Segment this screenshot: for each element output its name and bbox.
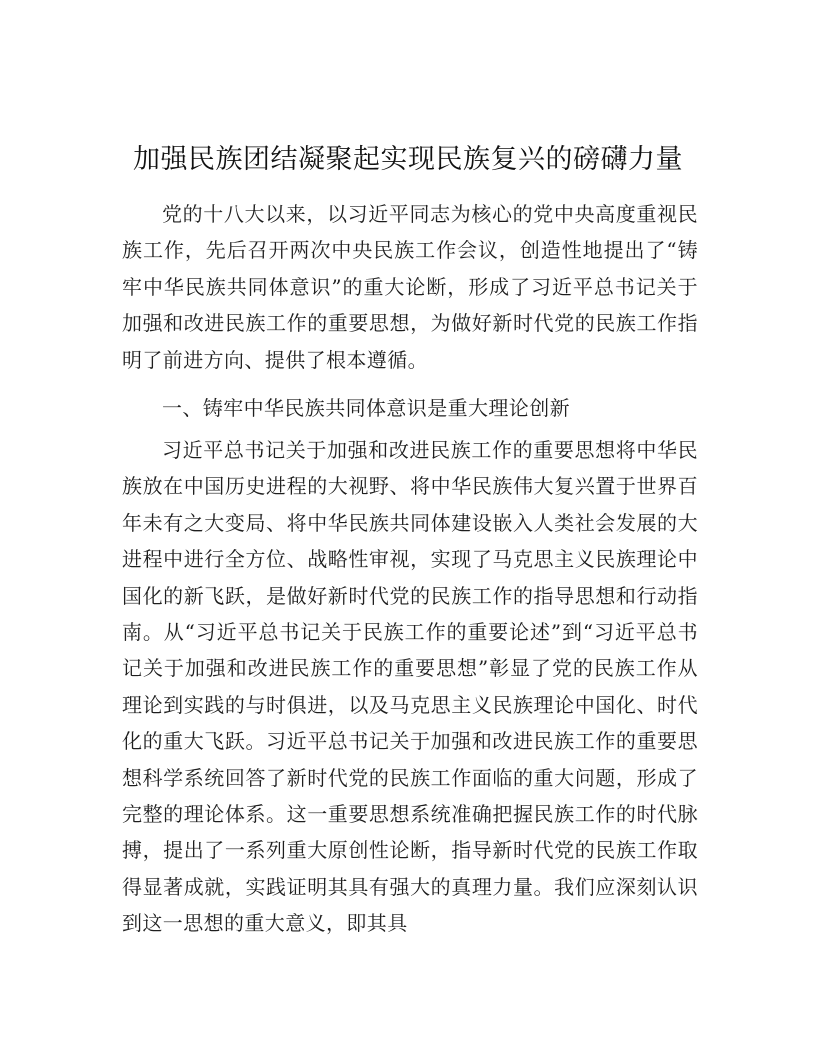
- section-heading: 一、铸牢中华民族共同体意识是重大理论创新: [162, 396, 570, 420]
- paragraph-intro: 党的十八大以来，以习近平同志为核心的党中央高度重视民族工作，先后召开两次中央民族工作会议，创造性地提出了“铸牢中华民族共同体意识”的重大论断，形成了习近平总书记关于加强和改进民族工作的重要思想，为做好新时代党的民族工作指明了前进方向、提供了根本遵循。: [122, 202, 698, 372]
- document-title: 加强民族团结凝聚起实现民族复兴的磅礴力量: [133, 144, 683, 175]
- paragraph-body: 习近平总书记关于加强和改进民族工作的重要思想将中华民族放在中国历史进程的大视野、将中华民族伟大复兴置于世界百年未有之大变局、将中华民族共同体建设嵌入人类社会发展的大进程中进行全方位、战略性审视，实现了马克思主义民族理论中国化的新飞跃，是做好新时代党的民族工作的指导思想和行动指南。从“习近平总书记关于民族工作的重要论述”到“习近平总书记关于加强和改进民族工作的重要思想”彰显了党的民族工作从理论到实践的与时俱进，以及马克思主义民族理论中国化、时代化的重大飞跃。习近平总书记关于加强和改进民族工作的重要思想科学系统回答了新时代党的民族工作面临的重大问题，形成了完整的理论体系。这一重要思想系统准确把握民族工作的时代脉搏，提出了一系列重大原创性论断，指导新时代党的民族工作取得显著成就，实践证明其具有强大的真理力量。我们应深刻认识到这一思想的重大意义，即其具: [122, 438, 698, 936]
